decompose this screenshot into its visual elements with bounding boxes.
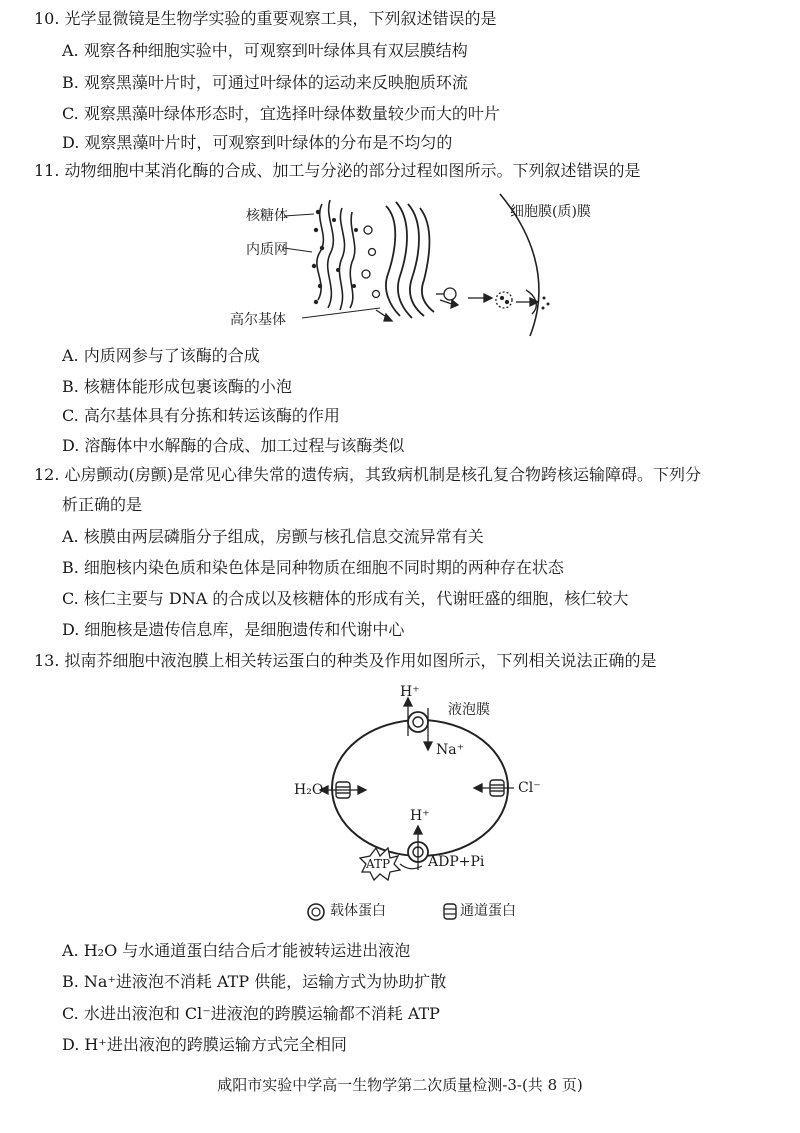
page-footer: 咸阳市实验中学高一生物学第二次质量检测-3-(共 8 页) xyxy=(217,1076,583,1094)
carrier-protein-icon xyxy=(306,902,328,922)
question-10-stem: 10. 光学显微镜是生物学实验的重要观察工具，下列叙述错误的是 xyxy=(34,9,497,28)
question-11-stem: 11. 动物细胞中某消化酶的合成、加工与分泌的部分过程如图所示。下列叙述错误的是 xyxy=(34,161,641,180)
legend-channel-label: 通道蛋白 xyxy=(460,903,516,919)
question-13-option-c: C. 水进出液泡和 Cl⁻进液泡的跨膜运输都不消耗 ATP xyxy=(62,1004,440,1023)
question-11-option-a: A. 内质网参与了该酶的合成 xyxy=(62,346,260,365)
label-adp-pi: ADP+Pi xyxy=(428,854,485,870)
secretion-pathway-figure xyxy=(230,190,610,340)
label-vacuole-membrane: 液泡膜 xyxy=(448,702,490,718)
question-11-option-c: C. 高尔基体具有分拣和转运该酶的作用 xyxy=(62,406,340,425)
question-10-option-a: A. 观察各种细胞实验中，可观察到叶绿体具有双层膜结构 xyxy=(62,41,468,60)
label-cl: Cl⁻ xyxy=(518,780,541,796)
label-atp: ATP xyxy=(366,857,391,871)
question-12-option-a: A. 核膜由两层磷脂分子组成，房颤与核孔信息交流异常有关 xyxy=(62,527,484,546)
label-ribosome: 核糖体 xyxy=(246,208,288,224)
question-12-option-b: B. 细胞核内染色质和染色体是同种物质在细胞不同时期的两种存在状态 xyxy=(62,558,564,577)
question-11-option-d: D. 溶酶体中水解酶的合成、加工过程与该酶类似 xyxy=(62,436,405,455)
question-12-option-d: D. 细胞核是遗传信息库，是细胞遗传和代谢中心 xyxy=(62,620,405,639)
question-11-option-b: B. 核糖体能形成包裹该酶的小泡 xyxy=(62,377,292,396)
label-h-bottom: H⁺ xyxy=(410,808,430,824)
legend-carrier-label: 载体蛋白 xyxy=(330,903,386,919)
vacuole-transport-figure xyxy=(290,680,550,890)
channel-protein-icon xyxy=(442,902,458,922)
question-13-option-a: A. H₂O 与水通道蛋白结合后才能被转运进出液泡 xyxy=(62,941,411,960)
label-cell-membrane: 细胞膜(质)膜 xyxy=(510,204,591,220)
question-10-option-c: C. 观察黑藻叶绿体形态时，宜选择叶绿体数量较少而大的叶片 xyxy=(62,104,500,123)
question-13-option-d: D. H⁺进出液泡的跨膜运输方式完全相同 xyxy=(62,1035,347,1054)
label-h2o: H₂O xyxy=(294,782,324,798)
vacuole-diagram xyxy=(290,680,550,890)
question-12-stem-line1: 12. 心房颤动(房颤)是常见心律失常的遗传病，其致病机制是核孔复合物跨核运输障碍。下列分 xyxy=(34,465,702,484)
question-13-option-b: B. Na⁺进液泡不消耗 ATP 供能，运输方式为协助扩散 xyxy=(62,972,447,991)
question-10-option-b: B. 观察黑藻叶片时，可通过叶绿体的运动来反映胞质环流 xyxy=(62,73,468,92)
question-13-stem: 13. 拟南芥细胞中液泡膜上相关转运蛋白的种类及作用如图所示，下列相关说法正确的是 xyxy=(34,651,657,670)
question-12-option-c: C. 核仁主要与 DNA 的合成以及核糖体的形成有关，代谢旺盛的细胞，核仁较大 xyxy=(62,589,629,608)
question-10-option-d: D. 观察黑藻叶片时，可观察到叶绿体的分布是不均匀的 xyxy=(62,133,453,152)
label-golgi: 高尔基体 xyxy=(230,312,286,328)
question-12-stem-line2: 析正确的是 xyxy=(62,495,143,514)
label-h-top: H⁺ xyxy=(400,684,420,700)
label-er: 内质网 xyxy=(246,242,288,258)
label-na: Na⁺ xyxy=(436,742,464,758)
